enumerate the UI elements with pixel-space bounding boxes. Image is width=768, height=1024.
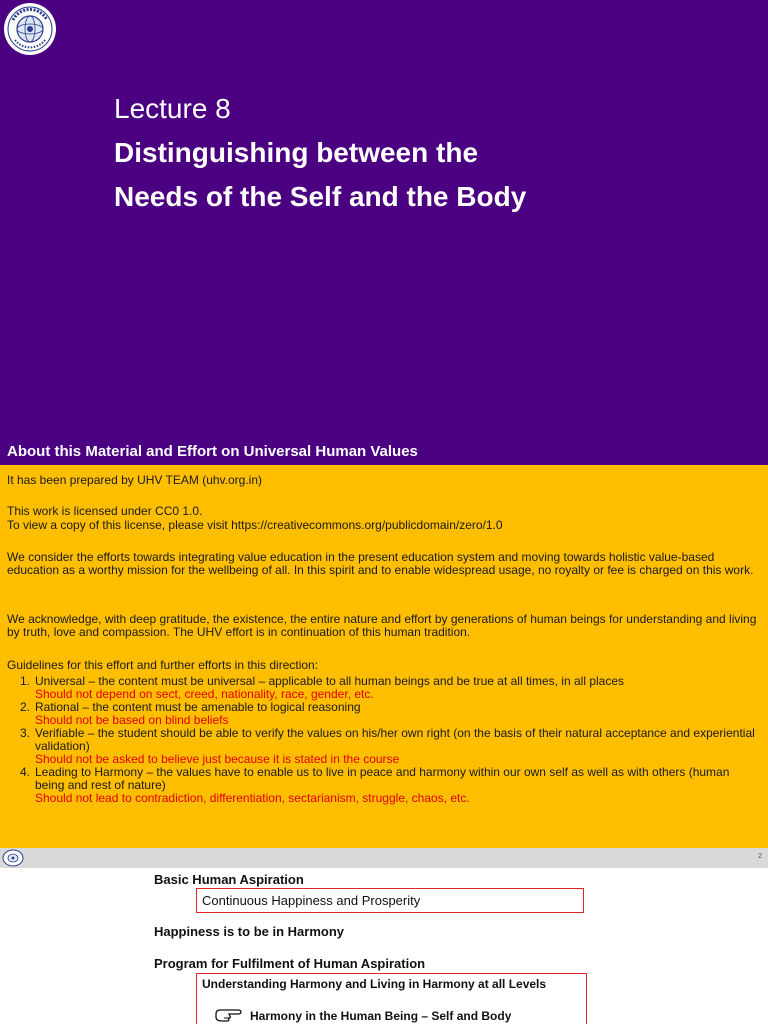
slide-footer-bar [0, 848, 768, 868]
about-body [0, 465, 768, 848]
aspiration-slide [0, 868, 768, 1024]
guideline-note: Should not depend on sect, creed, nationality, race, gender, etc. [35, 687, 374, 701]
guideline-note: Should not be based on blind beliefs [35, 713, 229, 727]
guideline-text: Universal – the content must be universal – applicable to all human beings and be true at all times, in all places [35, 674, 625, 688]
aspiration-box [196, 888, 584, 913]
harmony-item: Harmony in the Human Being – Self and Body [250, 1009, 512, 1023]
title-slide [0, 0, 768, 437]
understanding-box-text: Understanding Harmony and Living in Harmony at all Levels [202, 977, 547, 991]
lecture-title-line-2: Needs of the Self and the Body [114, 181, 527, 212]
acknowledge-paragraph: We acknowledge, with deep gratitude, the existence, the entire nature and effort by generations of human beings for understanding and living by truth, love and compassion. The UHV effort is in continuation of this human tradition. [7, 612, 757, 639]
slide-title [114, 87, 526, 219]
lecture-title-line-1: Distinguishing between the [114, 137, 479, 168]
about-header-text: About this Material and Effort on Universal Human Values [7, 443, 418, 460]
lecture-number: Lecture 8 [114, 93, 231, 124]
prepared-by-text: It has been prepared by UHV TEAM (uhv.org.in) [7, 473, 263, 487]
guideline-note: Should not be asked to believe just because it is stated in the course [35, 752, 400, 766]
guideline-number: 1. [20, 674, 31, 688]
guideline-number: 3. [20, 726, 31, 740]
guidelines-intro: Guidelines for this effort and further efforts in this direction: [7, 658, 319, 672]
slide-number: 2 [758, 853, 762, 860]
about-header [0, 437, 768, 465]
license-text: This work is licensed under CC0 1.0. [7, 504, 203, 518]
license-link-text: To view a copy of this license, please visit https://creativecommons.org/publicdomain/zero/1.0 [7, 518, 503, 532]
guideline-text: Verifiable – the student should be able to verify the values on his/her own right (on the basis of their natural acceptance and experiential validation) [35, 726, 755, 753]
program-heading: Program for Fulfilment of Human Aspiration [154, 956, 426, 971]
guideline-item [7, 675, 762, 701]
basic-aspiration-heading: Basic Human Aspiration [154, 872, 304, 887]
guideline-item [7, 766, 762, 805]
guideline-item [7, 727, 762, 766]
guideline-text: Rational – the content must be amenable to logical reasoning [35, 700, 361, 714]
pointing-hand-icon [214, 1006, 242, 1024]
aspiration-box-text: Continuous Happiness and Prosperity [202, 893, 421, 908]
happiness-line: Happiness is to be in Harmony [154, 924, 344, 939]
guideline-note: Should not lead to contradiction, differentiation, sectarianism, struggle, chaos, etc. [35, 791, 470, 805]
uhv-globe-logo-icon [3, 2, 57, 56]
guideline-number: 2. [20, 700, 31, 714]
guideline-text: Leading to Harmony – the values have to enable us to live in peace and harmony within our own self as well as with others (human being and rest of nature) [35, 765, 730, 792]
guideline-item [7, 701, 762, 727]
guideline-number: 4. [20, 765, 31, 779]
uhv-mini-logo-icon [2, 849, 24, 867]
guidelines-list [7, 675, 762, 805]
consider-paragraph: We consider the efforts towards integrating value education in the present education system and moving towards holistic value-based education as a worthy mission for the wellbeing of all. In this spirit and to enable widespread usage, no royalty or fee is charged on this work. [7, 550, 754, 577]
